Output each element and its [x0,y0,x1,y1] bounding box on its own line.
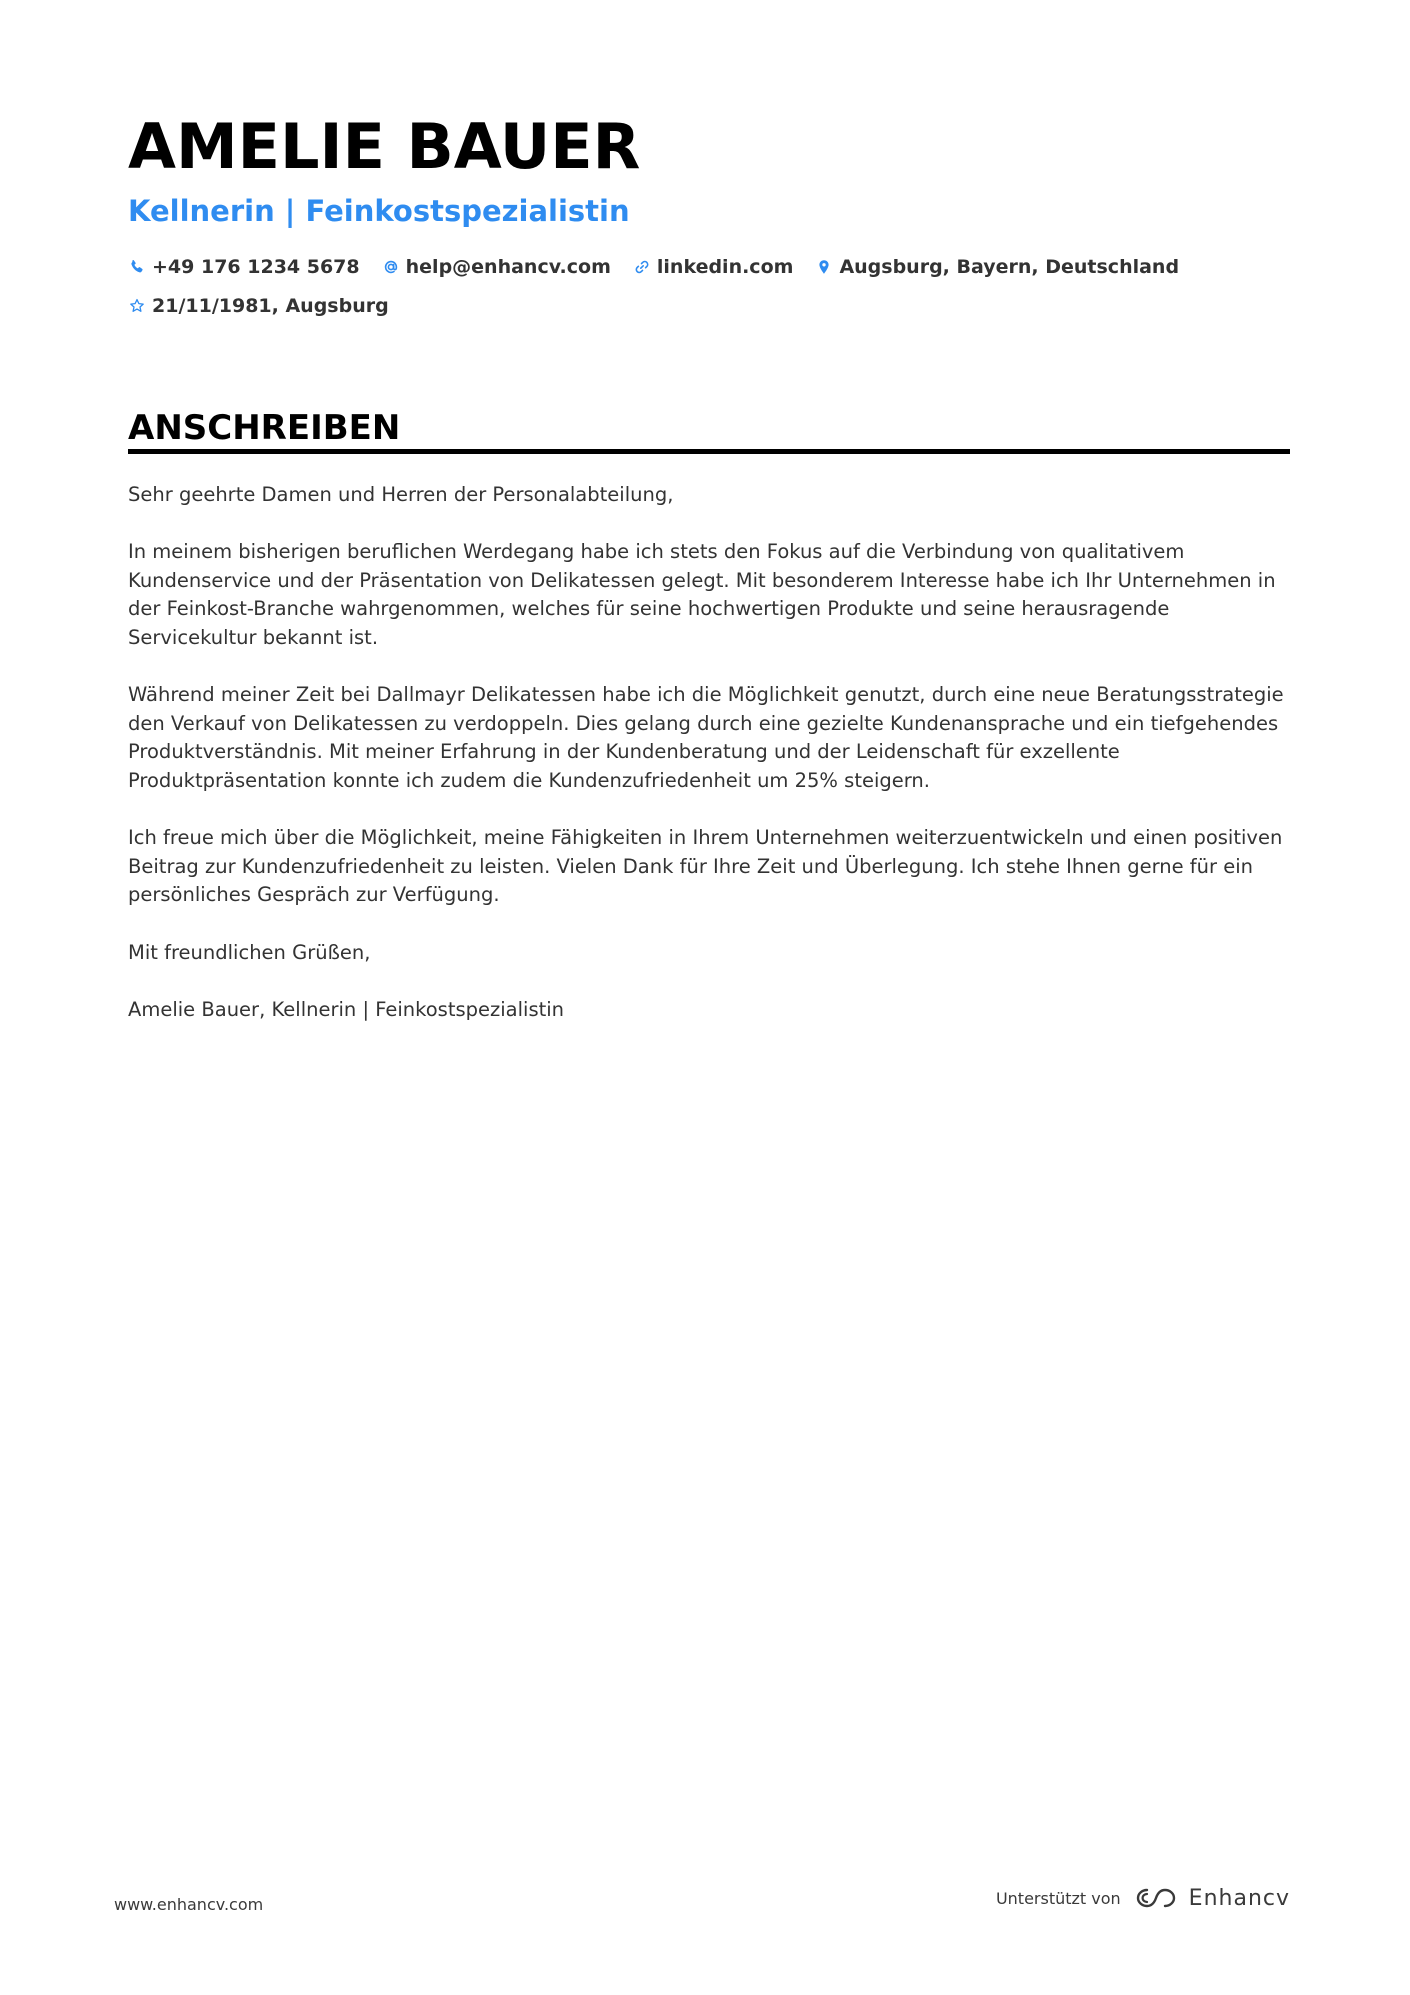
contact-location [815,256,1179,278]
phone-text: +49 176 1234 5678 [152,256,360,278]
linkedin-text: linkedin.com [656,256,794,278]
powered-by-label: Unterstützt von [995,1888,1121,1908]
contact-row-2 [128,287,1288,325]
section-title: ANSCHREIBEN [128,408,401,448]
header [128,110,1288,325]
job-title: Kellnerin | Feinkostspezialistin [128,194,630,228]
contact-linkedin[interactable] [633,256,794,278]
star-icon [128,297,146,315]
brand-name: Enhancv [1188,1885,1290,1911]
footer-branding[interactable] [996,1884,1290,1912]
section-divider [128,449,1290,454]
enhancv-logo-icon [1133,1884,1179,1912]
contact-row [128,248,1288,286]
letter-paragraph: Während meiner Zeit bei Dallmayr Delikatessen habe ich die Möglichkeit genutzt, durch eine neue Beratungsstrategie den Verkauf von Delikatessen zu verdoppeln. Dies gelang durch eine gezielte Kundenansprache und ein tiefgehendes Produktverständnis. Mit meiner Erfahrung in der Kundenberatung und der Leidenschaft für exzellente Produktpräsentation konnte ich zudem die Kundenzufriedenheit um 25% steigern. [128,683,1284,792]
letter-body [128,481,1298,1053]
link-icon [633,258,651,276]
at-icon [382,258,400,276]
location-pin-icon [815,258,833,276]
contact-birth [128,295,389,317]
contact-email[interactable] [382,256,611,278]
applicant-name: AMELIE BAUER [128,110,641,183]
salutation: Sehr geehrte Damen und Herren der Personalabteilung, [128,483,674,506]
birth-text: 21/11/1981, Augsburg [152,295,389,317]
letter-paragraph: Ich freue mich über die Möglichkeit, meine Fähigkeiten in Ihrem Unternehmen weiterzuentwickeln und einen positiven Beitrag zur Kundenzufriedenheit zu leisten. Vielen Dank für Ihre Zeit und Überlegung. Ich stehe Ihnen gerne für ein persönliches Gespräch zur Verfügung. [128,826,1283,907]
footer-website[interactable]: www.enhancv.com [114,1895,264,1914]
phone-icon [128,258,146,276]
signature: Amelie Bauer, Kellnerin | Feinkostspezialistin [128,997,565,1021]
closing: Mit freundlichen Grüßen, [128,940,371,964]
location-text: Augsburg, Bayern, Deutschland [839,256,1180,278]
contact-phone [128,256,360,278]
email-text: help@enhancv.com [405,256,611,278]
letter-paragraph: In meinem bisherigen beruflichen Werdegang habe ich stets den Fokus auf die Verbindung von qualitativem Kundenservice und der Präsentation von Delikatessen gelegt. Mit besonderem Interesse habe ich Ihr Unternehmen in der Feinkost-Branche wahrgenommen, welches für seine hochwertigen Produkte und seine herausragende Servicekultur bekannt ist. [128,540,1276,649]
